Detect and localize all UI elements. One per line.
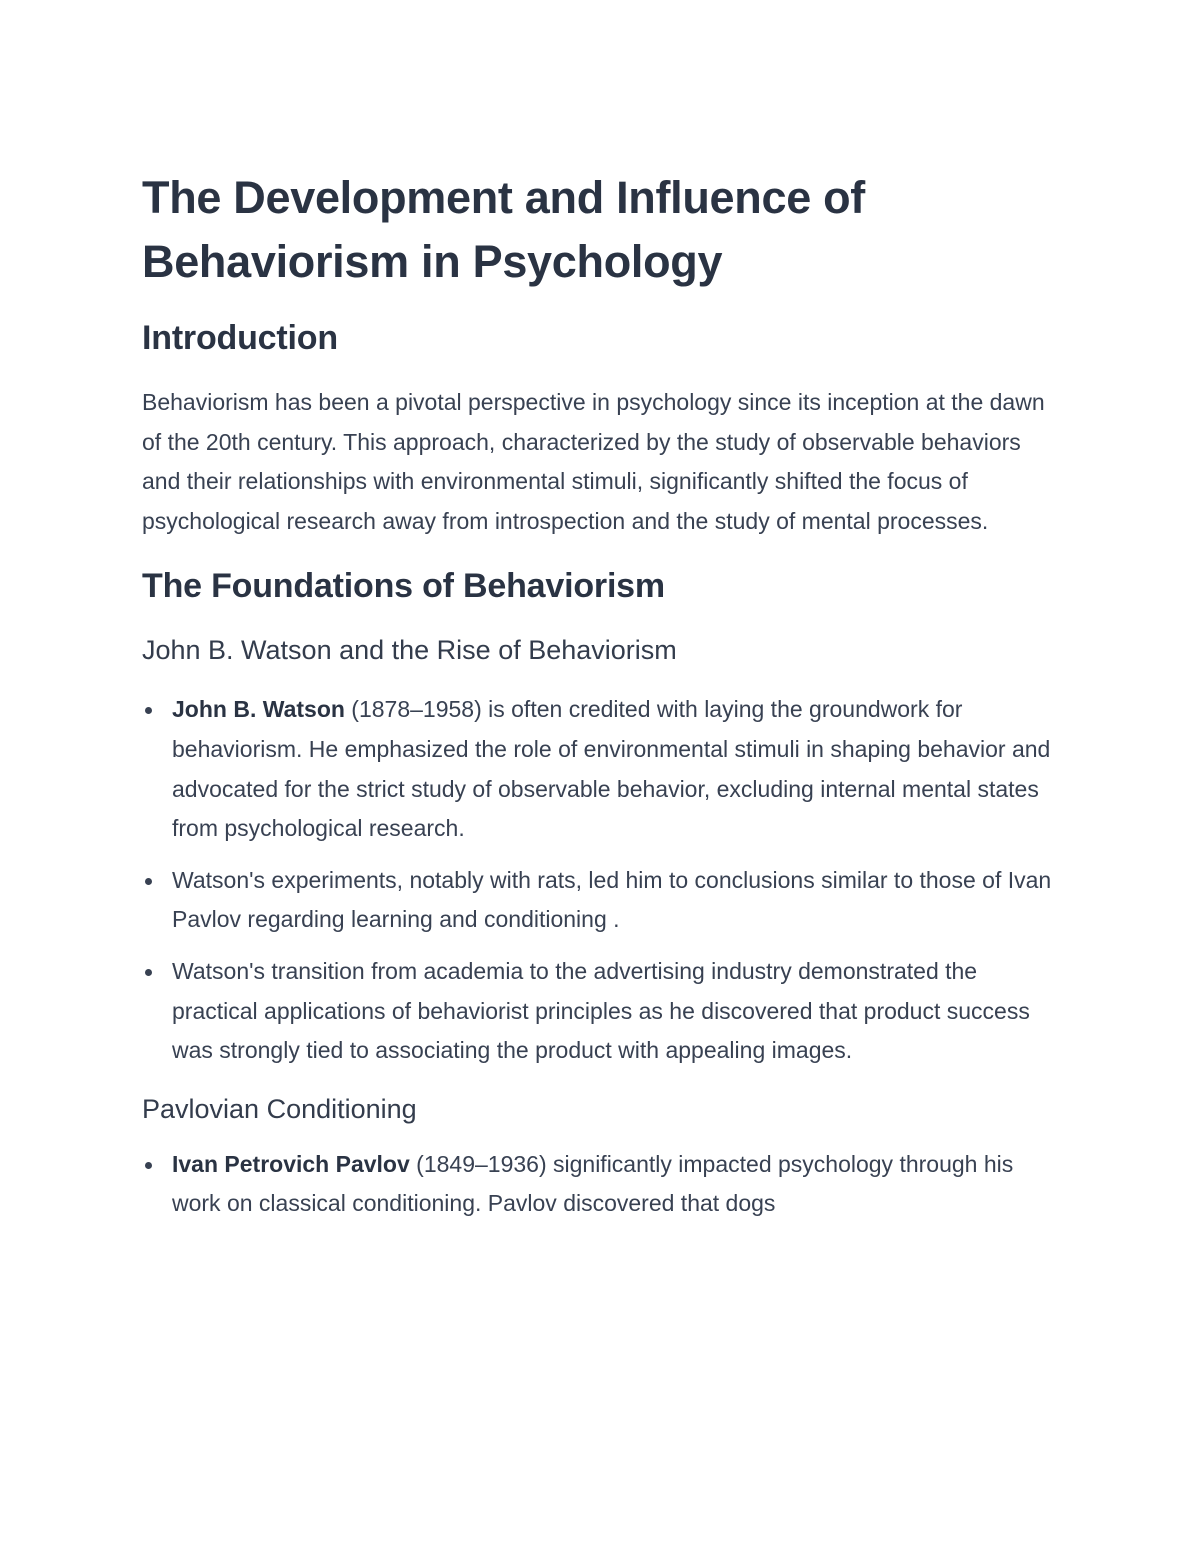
list-item-bold: Ivan Petrovich Pavlov [172, 1150, 410, 1177]
list-item-text: (1878–1958) is often credited with laying the groundwork for behaviorism. He emphasized the role of environmental stimuli in shaping behavior and advocated for the strict study of observable behavior, excluding internal mental states from psychological research. [172, 696, 1051, 842]
list-item [142, 952, 1062, 1071]
bullet-icon [145, 707, 152, 714]
foundations-heading: The Foundations of Behaviorism [142, 567, 665, 606]
document-title: The Development and Influence of Behaviorism in Psychology [142, 172, 865, 287]
pavlov-list [142, 1145, 1062, 1224]
list-item-bold: John B. Watson [172, 696, 345, 723]
watson-subheading: John B. Watson and the Rise of Behaviorism [142, 635, 677, 666]
document-page [142, 166, 1062, 1224]
list-item [142, 861, 1062, 940]
introduction-heading: Introduction [142, 319, 338, 357]
list-item-text: Watson's experiments, notably with rats, led him to conclusions similar to those of Ivan Pavlov regarding learning and conditioning . [172, 866, 1052, 933]
watson-list [142, 690, 1062, 1070]
introduction-paragraph: Behaviorism has been a pivotal perspective in psychology since its inception at the dawn of the 20th century. This approach, characterized by the study of observable behaviors and their relationships with environmental stimuli, significantly shifted the focus of psychological research away from introspection and the study of mental processes. [142, 389, 1045, 534]
bullet-icon [145, 878, 152, 885]
list-item [142, 690, 1062, 848]
list-item [142, 1145, 1062, 1224]
list-item-text: Watson's transition from academia to the advertising industry demonstrated the practical applications of behaviorist principles as he discovered that product success was strongly tied to associating the product with appealing images. [172, 957, 1030, 1064]
bullet-icon [145, 1162, 152, 1169]
list-item-text: (1849–1936) significantly impacted psychology through his work on classical conditioning. Pavlov discovered that dogs [172, 1150, 1014, 1217]
pavlov-subheading: Pavlovian Conditioning [142, 1093, 417, 1124]
bullet-icon [145, 969, 152, 976]
